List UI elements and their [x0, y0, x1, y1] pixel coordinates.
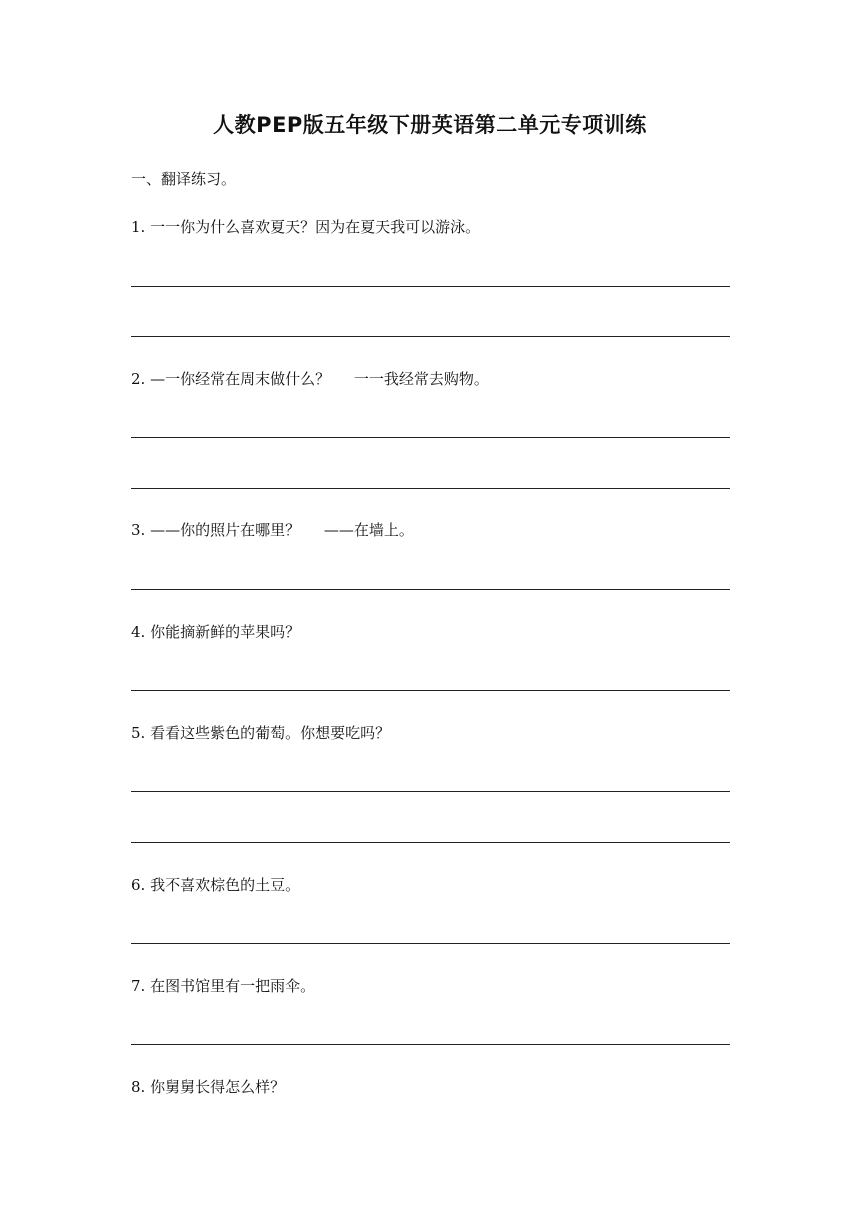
question-8: 8. 你舅舅长得怎么样？: [131, 1078, 286, 1096]
question-3: 3. ——你的照片在哪里？ ——在墙上。: [131, 521, 414, 539]
question-1: 1. 一一你为什么喜欢夏天？因为在夏天我可以游泳。: [131, 218, 481, 236]
answer-line[interactable]: [131, 1044, 730, 1045]
answer-line[interactable]: [131, 842, 730, 843]
question-6: 6. 我不喜欢棕色的土豆。: [131, 876, 301, 894]
answer-line[interactable]: [131, 589, 730, 590]
answer-line[interactable]: [131, 336, 730, 337]
answer-line[interactable]: [131, 488, 730, 489]
answer-line[interactable]: [131, 286, 730, 287]
question-4: 4. 你能摘新鲜的苹果吗？: [131, 623, 301, 641]
answer-line[interactable]: [131, 791, 730, 792]
question-2: 2. —一你经常在周末做什么？ 一一我经常去购物。: [131, 370, 489, 388]
page-title: 人教PEP版五年级下册英语第二单元专项训练: [213, 113, 647, 137]
answer-line[interactable]: [131, 437, 730, 438]
answer-line[interactable]: [131, 690, 730, 691]
question-5: 5. 看看这些紫色的葡萄。你想要吃吗？: [131, 724, 391, 742]
section-heading: 一、翻译练习。: [131, 170, 237, 188]
answer-line[interactable]: [131, 943, 730, 944]
question-7: 7. 在图书馆里有一把雨伞。: [131, 977, 316, 995]
